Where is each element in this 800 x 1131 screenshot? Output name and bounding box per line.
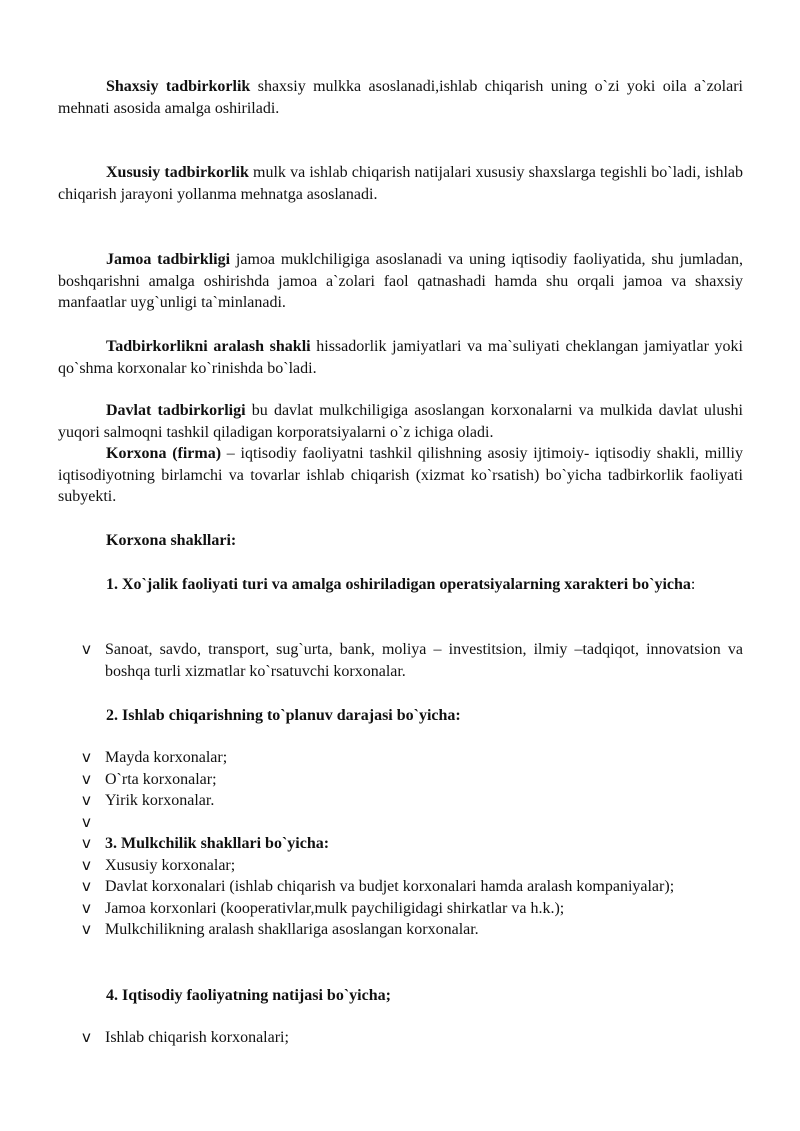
list-result xyxy=(58,1027,743,1049)
text-jamoa: jamoa muklchiligiga asoslanadi va uning iqtisodiy faoliyatida, shu jumladan, boshqarishni amalga oshirishda jamoa a`zolari faol qatnashadi hamda shu orqali jamoa va shaxsiy manfaatlar uyg`unligi ta`minlanadi. xyxy=(58,251,743,311)
bullet-v-icon: v xyxy=(82,769,91,788)
heading-1 xyxy=(58,574,743,596)
term-jamoa: Jamoa tadbirkligi xyxy=(106,251,231,268)
list-operations xyxy=(58,639,743,682)
heading-4 xyxy=(58,985,743,1007)
paragraph-jamoa xyxy=(58,249,743,314)
list-size xyxy=(58,747,743,941)
bullet-v-icon: v xyxy=(82,855,91,874)
heading-text: Korxona shakllari: xyxy=(106,532,237,549)
paragraph-xususiy xyxy=(58,162,743,205)
paragraph-shaxsiy xyxy=(58,76,743,119)
list-item: v Mulkchilikning aralash shakllariga asoslangan korxonalar. xyxy=(58,919,743,941)
heading-2 xyxy=(58,705,743,727)
bullet-v-icon: v xyxy=(82,834,91,852)
list-item: v O`rta korxonalar; xyxy=(58,769,743,791)
heading-1-text: 1. Xo`jalik faoliyati turi va amalga oshiriladigan operatsiyalarning xarakteri bo`yicha xyxy=(106,576,691,593)
list-item: v Xususiy korxonalar; xyxy=(58,855,743,877)
list-item: v Sanoat, savdo, transport, sug`urta, bank, moliya – investitsion, ilmiy –tadqiqot, innovatsion va boshqa turli xizmatlar ko`rsatuvchi korxonalar. xyxy=(82,640,743,680)
list-item: v Ishlab chiqarish korxonalari; xyxy=(58,1027,743,1049)
bullet-v-icon: v xyxy=(82,748,91,766)
text-xususiy: mulk va ishlab chiqarish natijalari xususiy shaxslarga tegishli bo`ladi, ishlab chiqarish jarayoni yollanma mehnatga asoslanadi. xyxy=(58,164,743,203)
list-item xyxy=(58,833,743,855)
list-item: v Mayda korxonalar; xyxy=(58,747,743,769)
bullet-v-icon: v xyxy=(82,1028,91,1046)
bullet-v-icon: v xyxy=(82,898,91,917)
paragraph-davlat xyxy=(58,400,743,443)
bullet-v-icon: v xyxy=(82,877,91,895)
text-davlat: bu davlat mulkchiligiga asoslangan korxonalarni va mulkida davlat ulushi yuqori salmoqni tashkil qiladigan korporatsiyalarni o`z ichiga oladi. xyxy=(58,402,744,441)
term-aralash: Tadbirkorlikni aralash shakli xyxy=(106,338,311,355)
bullet-v-icon: v xyxy=(82,812,91,831)
list-item xyxy=(58,812,743,834)
bullet-v-icon: v xyxy=(82,791,91,809)
term-shaxsiy: Shaxsiy tadbirkorlik xyxy=(106,78,251,95)
list-item: v Yirik korxonalar. xyxy=(58,790,743,812)
term-davlat: Davlat tadbirkorligi xyxy=(106,402,246,419)
term-korxona: Korxona (firma) xyxy=(106,445,222,462)
heading-2-text: 2. Ishlab chiqarishning to`planuv darajasi bo`yicha: xyxy=(106,707,461,724)
text-aralash: hissadorlik jamiyatlari va ma`suliyati cheklangan jamiyatlar yoki qo`shma korxonalar ko`rinishda bo`ladi. xyxy=(58,338,744,377)
text-korxona: – iqtisodiy faoliyatni tashkil qilishning asosiy ijtimoiy- iqtisodiy shakli, milliy iqtisodiyotning birlamchi va tovarlar ishlab chiqarish (xizmat ko`rsatish) bo`yicha tadbirkorlik faoliyati subyekti. xyxy=(58,445,743,505)
bullet-v-icon: v xyxy=(82,640,91,658)
heading-1-colon: : xyxy=(690,576,696,593)
paragraph-aralash xyxy=(58,336,743,379)
heading-4-text: 4. Iqtisodiy faoliyatning natijasi bo`yicha; xyxy=(106,987,391,1004)
paragraph-korxona xyxy=(58,443,743,508)
list-item: v Jamoa korxonlari (kooperativlar,mulk paychiligidagi shirkatlar va h.k.); xyxy=(58,898,743,920)
term-xususiy: Xususiy tadbirkorlik xyxy=(106,164,249,181)
heading-3-text: 3. Mulkchilik shakllari bo`yicha: xyxy=(105,835,330,852)
list-item: v Davlat korxonalari (ishlab chiqarish va budjet korxonalari hamda aralash kompaniyalar); xyxy=(58,876,743,898)
bullet-v-icon: v xyxy=(82,920,91,938)
text-shaxsiy: shaxsiy mulkka asoslanadi,ishlab chiqarish uning o`zi yoki oila a`zolari mehnati asosida amalga oshiriladi. xyxy=(58,78,743,117)
heading-korxona-shakllari xyxy=(58,530,743,552)
